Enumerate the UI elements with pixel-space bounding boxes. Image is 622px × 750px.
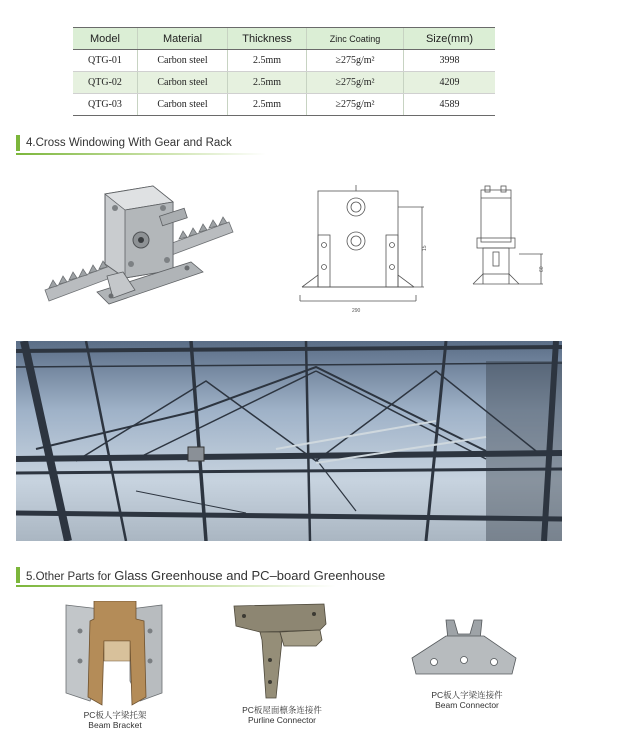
greenhouse-roof-photo [16, 341, 562, 541]
side-view-drawing [463, 184, 553, 296]
spec-table [73, 27, 495, 116]
cell-material: Carbon steel [138, 50, 228, 72]
cell-zinc-coating: ≥275g/m² [307, 50, 404, 72]
beam-connector-image [408, 618, 520, 680]
table-row [73, 72, 495, 94]
beam-connector-cn: PC板人字梁连接件 [431, 690, 503, 700]
gear-rack-image [43, 180, 243, 322]
table-row [73, 50, 495, 72]
section-5-title-prefix: 5.Other Parts for [26, 570, 115, 583]
heading-accent-bar [16, 567, 20, 583]
purline-connector-cn: PC板屋面檩条连接件 [242, 705, 322, 715]
cell-zinc-coating: ≥275g/m² [307, 72, 404, 94]
purline-connector-en: Purline Connector [247, 715, 317, 725]
cell-thickness: 2.5mm [228, 50, 307, 72]
cell-thickness: 2.5mm [228, 72, 307, 94]
cell-material: Carbon steel [138, 94, 228, 116]
section-4-heading [16, 134, 232, 152]
purline-connector-image [230, 600, 330, 700]
beam-bracket-cn: PC板人字梁托架 [83, 710, 147, 720]
beam-bracket-en: Beam Bracket [88, 720, 142, 730]
heading-accent-bar [16, 135, 20, 151]
cell-model: QTG-02 [73, 72, 138, 94]
gear-unit-in-photo [188, 447, 204, 461]
cell-model: QTG-01 [73, 50, 138, 72]
col-header-zinc-coating: Zinc Coating [307, 28, 404, 50]
section-5-title-main: Glass Greenhouse and PC–board Greenhouse [114, 567, 386, 583]
beam-connector-caption [412, 690, 522, 710]
front-view-drawing [296, 183, 442, 318]
heading-underline [16, 585, 336, 587]
col-header-material: Material [138, 28, 228, 50]
cell-model: QTG-03 [73, 94, 138, 116]
table-row [73, 94, 495, 116]
section-5-title [26, 568, 385, 583]
cell-size: 4589 [404, 94, 496, 116]
cell-material: Carbon steel [138, 72, 228, 94]
gearbox-housing [105, 186, 187, 278]
purline-connector-caption [222, 705, 342, 725]
dim-width-label: 290 [352, 308, 361, 314]
dim-side-label: 60 [539, 266, 545, 272]
cell-size: 4209 [404, 72, 496, 94]
col-header-thickness: Thickness [228, 28, 307, 50]
table-header-row [73, 28, 495, 50]
beam-bracket-image [60, 601, 170, 707]
section-5-heading [16, 566, 385, 584]
col-header-model: Model [73, 28, 138, 50]
col-header-size: Size(mm) [404, 28, 496, 50]
cell-zinc-coating: ≥275g/m² [307, 94, 404, 116]
beam-connector-en: Beam Connector [435, 700, 499, 710]
cell-thickness: 2.5mm [228, 94, 307, 116]
beam-bracket-caption [65, 710, 165, 730]
section-4-title: 4.Cross Windowing With Gear and Rack [26, 137, 232, 149]
cell-size: 3998 [404, 50, 496, 72]
heading-underline [16, 153, 266, 155]
dim-height-label: 15 [422, 245, 428, 251]
